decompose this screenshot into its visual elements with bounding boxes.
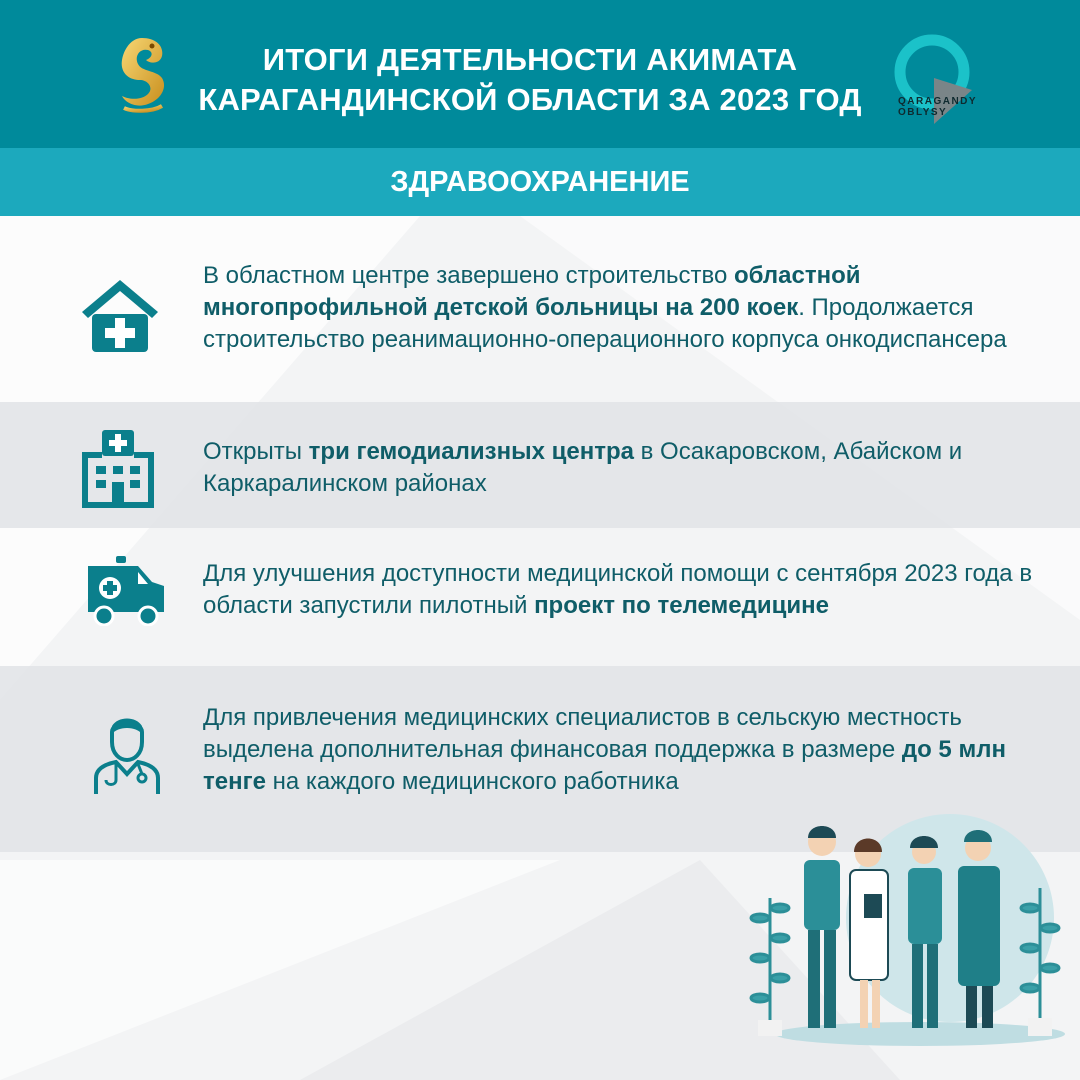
- body-text: на каждого медицинского работника: [265, 768, 679, 795]
- highlight-text: проект по телемедицине: [534, 592, 829, 619]
- section-title: ЗДРАВООХРАНЕНИЕ: [390, 166, 690, 198]
- page-title-line1: ИТОГИ ДЕЯТЕЛЬНОСТИ АКИМАТА: [262, 42, 798, 77]
- body-text: Открыты: [203, 438, 309, 465]
- page-title: [170, 40, 890, 120]
- hospital-house-icon: [80, 276, 160, 356]
- body-text: В областном центре завершено строительство: [203, 262, 734, 289]
- body-text: в Осакаровском, Абайском и Каркаралинском районах: [203, 438, 963, 497]
- body-text: Для привлечения медицинских специалистов в сельскую местность выделена дополнительная финансовая поддержка в размере: [203, 704, 962, 763]
- snow-leopard-emblem-icon: [112, 34, 172, 114]
- highlight-text: областной многопрофильной детской больницы на 200 коек: [203, 262, 861, 321]
- info-text-2: [203, 436, 1053, 500]
- highlight-text: до 5 млн тенге: [203, 736, 1006, 795]
- info-row-2: [0, 402, 1080, 528]
- section-bar: [0, 148, 1080, 216]
- page-title-line2: КАРАГАНДИНСКОЙ ОБЛАСТИ ЗА 2023 ГОД: [198, 82, 862, 117]
- brand-line2: OBLYSY: [898, 107, 948, 118]
- info-text-3: [203, 558, 1053, 622]
- hospital-building-icon: [78, 428, 158, 508]
- brand-line1: QARAGANDY: [898, 96, 978, 107]
- info-row-3: [0, 528, 1080, 666]
- medical-team-illustration-icon: [740, 808, 1070, 1048]
- doctor-icon: [92, 712, 162, 796]
- ambulance-icon: [86, 556, 166, 626]
- highlight-text: три гемодиализных центра: [308, 438, 634, 465]
- info-text-1: [203, 260, 1053, 356]
- body-text: . Продолжается строительство реанимационно-операционного корпуса онкодиспансера: [203, 294, 1007, 353]
- info-row-1: [0, 216, 1080, 402]
- header-banner: [0, 0, 1080, 148]
- body-text: Для улучшения доступности медицинской помощи с сентября 2023 года в области запустили пилотный: [203, 560, 1033, 619]
- brand-text: [898, 96, 977, 118]
- info-text-4: [203, 702, 1053, 798]
